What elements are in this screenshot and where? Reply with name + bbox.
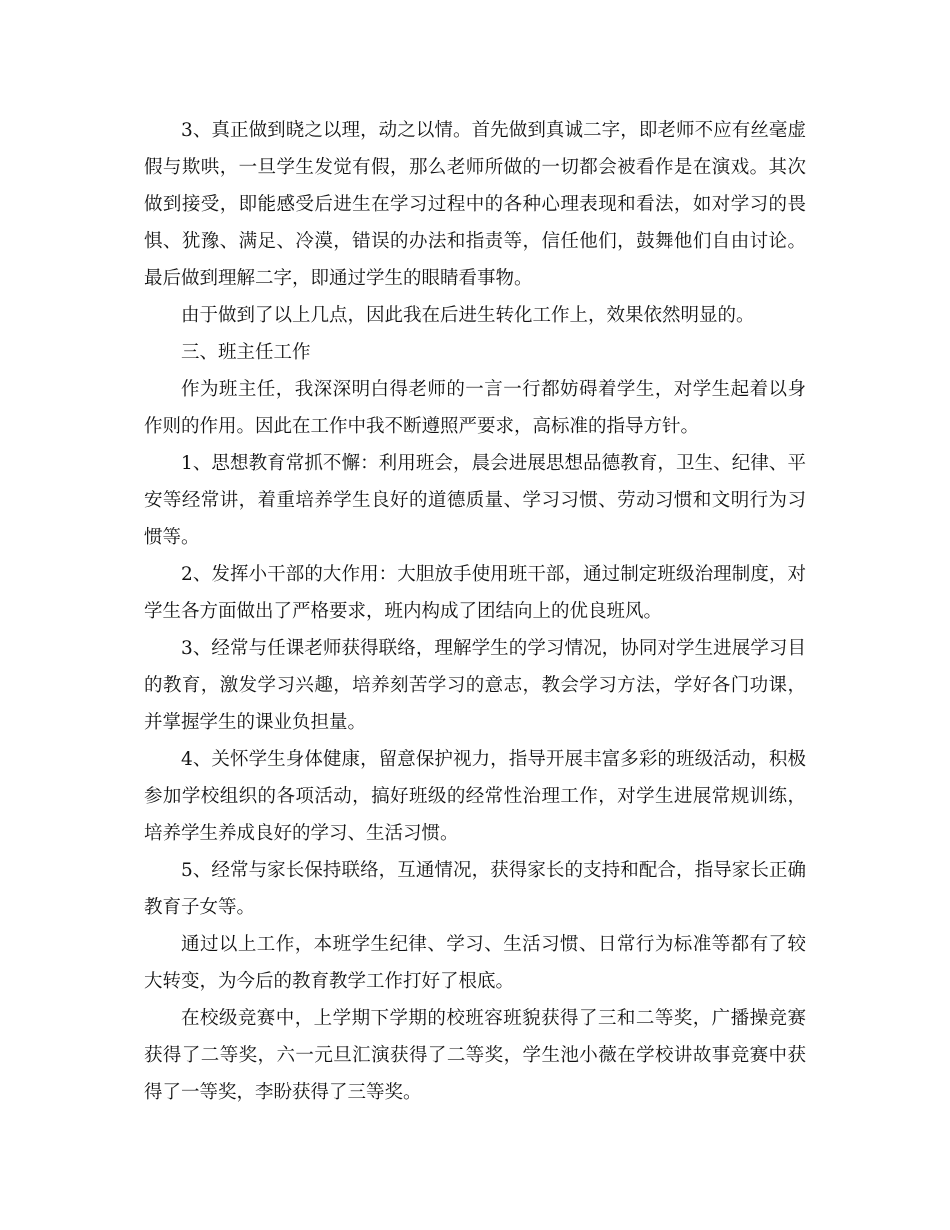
paragraph-teaching-method: 3、真正做到晓之以理，动之以情。首先做到真诚二字，即老师不应有丝毫虚假与欺哄，一旦学生发觉有假，那么老师所做的一切都会被看作是在演戏。其次做到接受，即能感受后进生在学习过程中的各种心理表现和看法，如对学习的畏惧、犹豫、满足、冷漠，错误的办法和指责等，信任他们，鼓舞他们自由讨论。最后做到理解二字，即通过学生的眼睛看事物。 [144, 120, 806, 289]
paragraph-result-summary: 由于做到了以上几点，因此我在后进生转化工作上，效果依然明显的。 [181, 305, 755, 326]
paragraph-class-teacher-intro: 作为班主任，我深深明白得老师的一言一行都妨碍着学生，对学生起着以身作则的作用。因此在工作中我不断遵照严要求，高标准的指导方针。 [144, 379, 806, 437]
paragraph-outcome: 通过以上工作，本班学生纪律、学习、生活习惯、日常行为标准等都有了较大转变，为今后的教育教学工作打好了根底。 [144, 934, 806, 992]
paragraph-student-health: 4、关怀学生身体健康，留意保护视力，指导开展丰富多彩的班级活动，积极参加学校组织的各项活动，搞好班级的经常性治理工作，对学生进展常规训练，培养学生养成良好的学习、生活习惯。 [144, 749, 806, 844]
paragraph-moral-education: 1、思想教育常抓不懈：利用班会，晨会进展思想品德教育，卫生、纪律、平安等经常讲，着重培养学生良好的道德质量、学习习惯、劳动习惯和文明行为习惯等。 [144, 453, 806, 548]
paragraph-subject-teachers: 3、经常与任课老师获得联络，理解学生的学习情况，协同对学生进展学习目的教育，激发学习兴趣，培养刻苦学习的意志，教会学习方法，学好各门功课，并掌握学生的课业负担量。 [144, 638, 806, 733]
section-heading-class-teacher-work: 三、班主任工作 [181, 342, 311, 363]
paragraph-class-cadres: 2、发挥小干部的大作用：大胆放手使用班干部，通过制定班级治理制度，对学生各方面做出了严格要求，班内构成了团结向上的优良班风。 [144, 564, 806, 622]
paragraph-awards: 在校级竞赛中，上学期下学期的校班容班貌获得了三和二等奖，广播操竞赛获得了二等奖，六一元旦汇演获得了二等奖，学生池小薇在学校讲故事竞赛中获得了一等奖，李盼获得了三等奖。 [144, 1008, 806, 1103]
paragraph-parent-contact: 5、经常与家长保持联络，互通情况，获得家长的支持和配合，指导家长正确教育子女等。 [144, 860, 806, 918]
document-page [144, 112, 806, 1111]
